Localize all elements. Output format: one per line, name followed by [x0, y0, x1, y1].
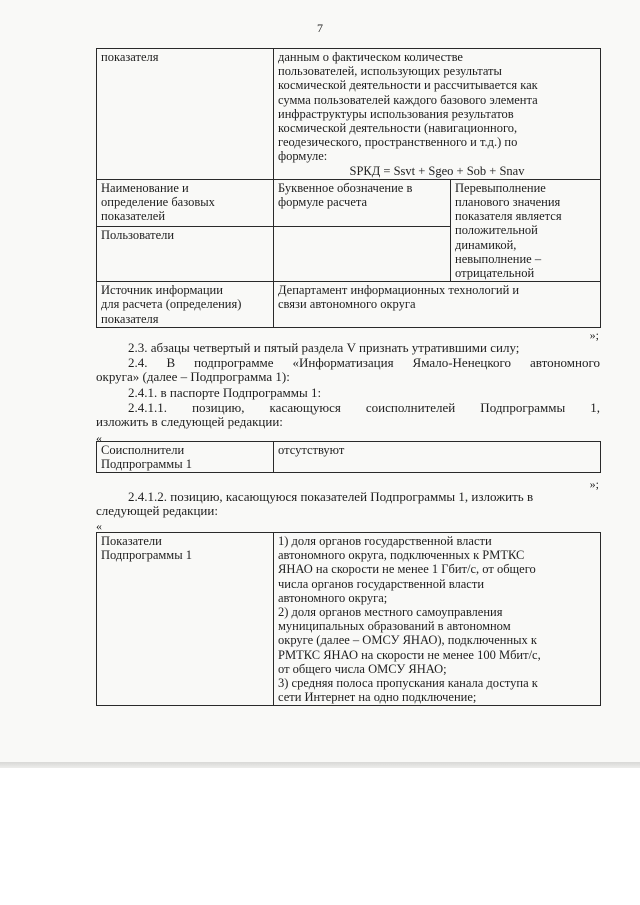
cell-line: определение базовых: [101, 195, 215, 210]
description-line: сумма пользователей каждого базового элемента: [278, 92, 538, 107]
indicator-line: 1) доля органов государственной власти: [278, 534, 492, 548]
indicator-line: РМТКС ЯНАО на скорости не менее 100 Мбит/с,: [278, 647, 541, 662]
cell-line: Буквенное обозначение в: [278, 180, 413, 195]
text-line: следующей редакции:: [96, 503, 218, 519]
opening-quote: «: [96, 431, 102, 445]
paragraph-2-4-1-2: [96, 490, 600, 518]
indicator-line: от общего числа ОМСУ ЯНАО;: [278, 661, 447, 676]
cell-line: отрицательной: [455, 266, 535, 281]
indicators-table: [96, 532, 601, 706]
indicator-table: [96, 48, 601, 328]
table-row: [97, 533, 601, 706]
closing-quote: »;: [589, 477, 599, 491]
cell-line: Подпрограммы 1: [101, 548, 192, 563]
cell-line: планового значения: [455, 195, 561, 210]
paragraph-2-3: [96, 341, 600, 355]
text-line: 2.4.1.1. позицию, касающуюся соисполнителей Подпрограммы 1,: [128, 400, 600, 415]
cell-line: Департамент информационных технологий и: [278, 283, 520, 298]
indicator-line: 3) средняя полоса пропускания канала доступа к: [278, 676, 538, 691]
opening-quote: «: [96, 519, 102, 533]
table-row: [97, 442, 601, 473]
description-line: космической деятельности (навигационного,: [278, 121, 518, 136]
description-line: космической деятельности и рассчитывается как: [278, 78, 538, 93]
indicator-line: сети Интернет на одно подключение;: [278, 690, 477, 705]
indicator-line: муниципальных образований в автономном: [278, 619, 511, 634]
indicator-line: автономного округа, подключенных к РМТКС: [278, 548, 525, 563]
cell-line: показателя является: [455, 209, 562, 224]
paragraph-2-4: [96, 356, 600, 384]
formula: SPКД = Ssvt + Sgeo + Sob + Snav: [349, 163, 525, 178]
indicator-line: ЯНАО на скорости не менее 1 Гбит/с, от общего: [278, 562, 536, 577]
description-line: инфраструктуры использования результатов: [278, 106, 514, 121]
description-line: данным о фактическом количестве: [278, 50, 463, 64]
table-cell: [274, 227, 451, 282]
cell-line: Наименование и: [101, 180, 189, 195]
table-row: [97, 282, 601, 328]
cell-line: связи автономного округа: [278, 297, 416, 312]
text-line: 2.3. абзацы четвертый и пятый раздела V признать утратившими силу;: [128, 340, 520, 355]
cell-line: положительной: [455, 223, 538, 238]
page-number: 7: [317, 21, 323, 35]
text-line: 2.4.1. в паспорте Подпрограммы 1:: [128, 385, 322, 400]
text-line: 2.4.1.2. позицию, касающуюся показателей Подпрограммы 1, изложить в: [128, 489, 534, 504]
table-cell: [97, 442, 274, 473]
cell-line: формуле расчета: [278, 195, 368, 210]
coexecutors-table: [96, 441, 601, 473]
table-row: [97, 179, 601, 226]
table-cell: показателя: [97, 49, 274, 180]
cell-line: Подпрограммы 1: [101, 457, 192, 472]
cell-line: показателя: [101, 311, 159, 326]
text-line: изложить в следующей редакции:: [96, 414, 283, 430]
description-line: формуле:: [278, 149, 328, 164]
text-line: 2.4. В подпрограмме «Информатизация Ямало-Ненецкого автономного: [128, 355, 600, 370]
table-cell: [97, 533, 274, 706]
cell-line: Соисполнители: [101, 443, 185, 457]
cell-line: невыполнение –: [455, 251, 542, 266]
description-line: пользователей, использующих результаты: [278, 64, 502, 79]
table-cell: Пользователи: [97, 227, 274, 282]
text-line: округа» (далее – Подпрограмма 1):: [96, 369, 290, 385]
indicator-line: округе (далее – ОМСУ ЯНАО), подключенных к: [278, 633, 537, 648]
table-cell: [97, 179, 274, 226]
cell-line: показателей: [101, 209, 166, 224]
table-cell: [274, 179, 451, 226]
table-cell: [451, 179, 601, 281]
indicator-line: числа органов государственной власти: [278, 576, 485, 591]
closing-quote: »;: [589, 328, 599, 342]
table-cell: [97, 282, 274, 328]
cell-line: Показатели: [101, 534, 162, 548]
indicator-line: автономного округа;: [278, 590, 388, 605]
table-cell: [274, 533, 601, 706]
scan-edge: [0, 762, 640, 768]
cell-line: динамикой,: [455, 237, 517, 252]
table-cell: отсутствуют: [274, 442, 601, 473]
table-row: [97, 49, 601, 180]
cell-line: Перевыполнение: [455, 180, 546, 195]
indicator-line: 2) доля органов местного самоуправления: [278, 605, 503, 620]
paragraph-2-4-1-1: [96, 401, 600, 429]
cell-line: Источник информации: [101, 283, 223, 298]
paragraph-2-4-1: [96, 386, 600, 400]
description-line: геодезического, пространственного и т.д.) по: [278, 135, 518, 150]
table-cell: [274, 282, 601, 328]
table-cell: [274, 49, 601, 180]
cell-line: для расчета (определения): [101, 297, 242, 312]
